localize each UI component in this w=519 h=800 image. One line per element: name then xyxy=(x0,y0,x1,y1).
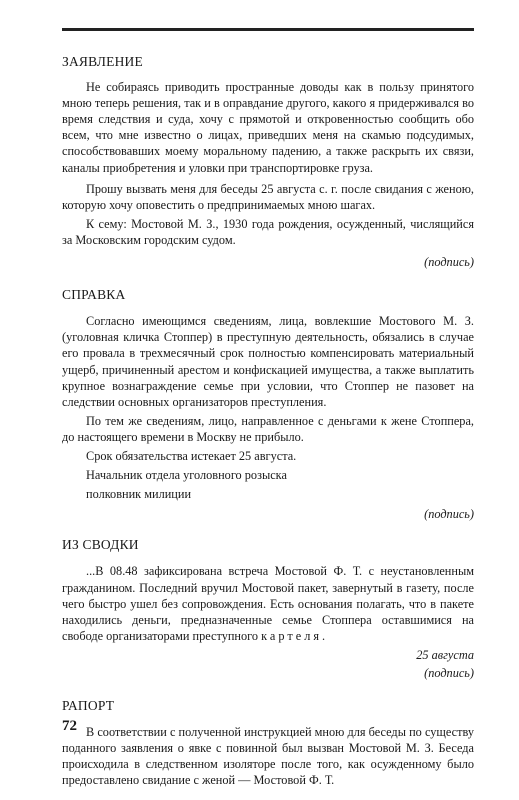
paragraph: Начальник отдела уголовного розыска xyxy=(86,468,287,483)
signature: (подпись) xyxy=(424,507,474,522)
signature: (подпись) xyxy=(424,666,474,680)
date: 25 августа xyxy=(416,647,474,662)
signature: (подпись) xyxy=(424,255,474,270)
paragraph: Срок обязательства истекает 25 августа. xyxy=(86,448,297,463)
section-raport xyxy=(62,698,474,788)
paragraph: По тем же сведениям, лицо, направленное с деньгами к жене Стоппера, до настоящего времени в Москву не прибыло. xyxy=(62,413,474,444)
paragraph: К сему: Мостовой М. З., 1930 года рождения, осужденный, числящийся за Московским городским судом. xyxy=(62,216,474,247)
paragraph-end: . xyxy=(321,628,326,643)
section-heading: ИЗ СВОДКИ xyxy=(62,537,139,553)
paragraph xyxy=(62,563,474,643)
paragraph-text: ...В 08.48 зафиксирована встреча Мостовой Ф. Т. с неустановленным гражданином. Последний вручил Мостовой пакет, завернутый в газету, после чего быстро ушел без сопровождения. Есть основания полагать, что в пакете находились деньги, предназначенные семье Стоппера оставшимися на свободе организаторами преступного xyxy=(62,564,474,643)
page-number: 72 xyxy=(62,718,77,734)
paragraph: Прошу вызвать меня для беседы 25 августа с. г. после свидания с женою, которую хочу оповестить о предпринимаемых мною шагах. xyxy=(62,181,474,212)
section-zayavlenie xyxy=(62,54,474,270)
spaced-word: картеля xyxy=(261,628,322,643)
paragraph: В соответствии с полученной инструкцией мною для беседы по существу поданного заявления о явке с повинной был вызван Мостовой М. З. Беседа происходила в следственном изоляторе после того, как осужденному было предоставлено свидание с женой — Мостовой Ф. Т. xyxy=(62,725,474,788)
paragraph: полковник милиции xyxy=(86,487,192,502)
paragraph: Не собираясь приводить пространные доводы как в пользу принятого мною теперь решения, так и в оправдание другого, какого я придерживался во время следствия и суда, хочу с прямотой и откровенностью сообщить обо всем, что мне известно о лицах, приведших меня на скамью подсудимых, способствовавших моему моральному падению, а также раскрыть их связи, каналы приобретения и уловки при транспортировке груза. xyxy=(62,80,474,175)
section-spravka xyxy=(62,287,474,522)
paragraph: Согласно имеющимся сведениям, лица, вовлекшие Мостового М. З. (уголовная кличка Стоппер) в преступную деятельность, обязались в случае его провала в трехмесячный срок полностью компенсировать материальный ущерб, причиненный арестом и конфискацией имущества, а также выплатить крупное вознаграждение семье при условии, что Стоппер не пазовет на следствии основных организаторов преступления. xyxy=(62,314,474,409)
page-body xyxy=(62,40,474,789)
top-rule xyxy=(62,28,474,31)
section-heading: ЗАЯВЛЕНИЕ xyxy=(62,54,143,69)
section-heading: СПРАВКА xyxy=(62,287,126,303)
section-heading: РАПОРТ xyxy=(62,698,115,714)
section-svodka xyxy=(62,537,474,681)
